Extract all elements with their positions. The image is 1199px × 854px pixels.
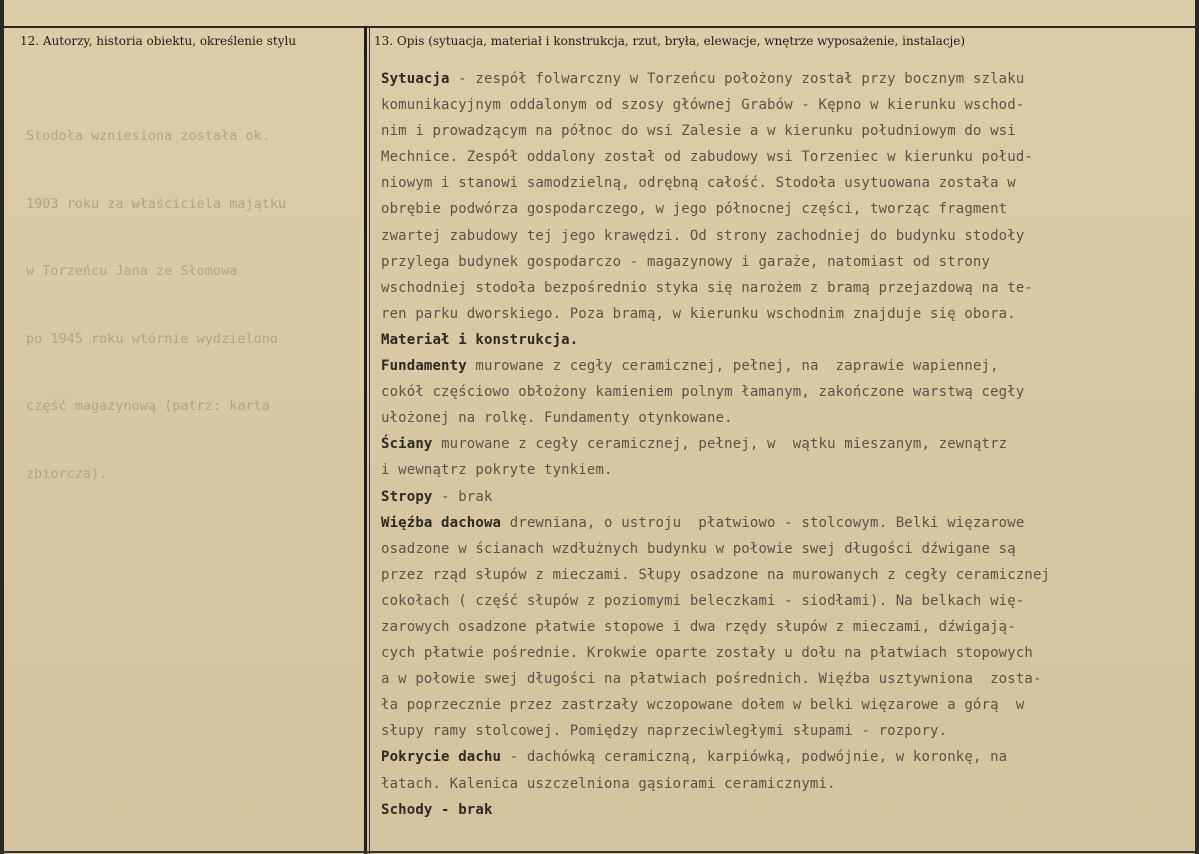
- description-line: [381, 431, 1181, 457]
- column-divider-thin: [369, 26, 370, 854]
- description-line: [381, 484, 1181, 510]
- description-line: [381, 457, 1181, 483]
- description-segment: ła poprzecznie przez zastrzały wczopowane dołem w belki więzarowe a górą w: [381, 697, 1025, 714]
- description-segment: - zespół folwarczny w Torzeńcu położony został przy bocznym szlaku: [449, 71, 1025, 87]
- header-rule: [0, 26, 1199, 28]
- section-label: Pokrycie dachu: [381, 749, 502, 766]
- left-edge: [0, 0, 4, 854]
- description-segment: obrębie podwórza gospodarczego, w jego północnej części, tworząc fragment: [381, 201, 1008, 218]
- description-segment: zarowych osadzone płatwie stopowe i dwa rzędy słupów z mieczami, dźwigają-: [381, 618, 1016, 635]
- description-segment: wschodniej stodoła bezpośrednio styka się narożem z bramą przejazdową na te-: [381, 279, 1033, 296]
- description-line: [381, 301, 1181, 327]
- description-line: [381, 562, 1181, 588]
- description-segment: cokół częściowo obłożony kamieniem polnym łamanym, zakończone warstwą cegły: [381, 384, 1025, 401]
- description-line: [381, 510, 1181, 536]
- description-line: [381, 170, 1181, 196]
- description-segment: ułożonej na rolkę. Fundamenty otynkowane.: [381, 410, 733, 427]
- description-segment: komunikacyjnym oddalonym od szosy głównej Grabów - Kępno w kierunku wschod-: [381, 97, 1025, 114]
- description-line: [381, 353, 1181, 379]
- description-segment: ren parku dworskiego. Poza bramą, w kierunku wschodnim znajduje się obora.: [381, 305, 1016, 322]
- description-line: [381, 405, 1181, 431]
- section-13-heading: 13. Opis (sytuacja, materiał i konstrukcja, rzut, bryła, elewacje, wnętrze wyposażenie, instalacje): [374, 34, 966, 48]
- description-line: [381, 92, 1181, 118]
- section-label: Schody - brak: [381, 801, 493, 818]
- description-segment: a w połowie swej długości na płatwiach pośrednich. Więźba usztywniona zosta-: [381, 671, 1042, 688]
- section-label: Sytuacja: [381, 71, 450, 87]
- description-segment: zwartej zabudowy tej jego krawędzi. Od strony zachodniej do budynku stodoły: [381, 227, 1025, 244]
- description-segment: nim i prowadzącym na północ do wsi Zalesie a w kierunku południowym do wsi: [381, 123, 1016, 140]
- description-line: [381, 379, 1181, 405]
- history-line: po 1945 roku wtórnie wydzielono: [26, 330, 278, 347]
- description-line: [381, 144, 1181, 170]
- description-line: [381, 797, 1181, 823]
- right-edge: [1195, 0, 1199, 854]
- bottom-rule: [0, 851, 1199, 853]
- description-segment: cych płatwie pośrednie. Krokwie oparte zostały u dołu na płatwiach stopowych: [381, 645, 1033, 662]
- description-segment: i wewnątrz pokryte tynkiem.: [381, 462, 613, 479]
- description-line: [381, 536, 1181, 562]
- description-line: [381, 327, 1181, 353]
- section-label: Stropy: [381, 488, 433, 505]
- history-line: 1903 roku za właściciela majątku: [26, 195, 287, 212]
- description-segment: przez rząd słupów z mieczami. Słupy osadzone na murowanych z cegły ceramicznej: [381, 566, 1051, 583]
- description-line: [381, 744, 1181, 770]
- history-line: część magazynową (patrz: karta: [26, 398, 270, 414]
- description-segment: murowane z cegły ceramicznej, pełnej, w wątku mieszanym, zewnątrz: [432, 436, 1008, 453]
- section-label: Więźba dachowa: [381, 514, 502, 531]
- description-line: [381, 640, 1181, 666]
- description-line: [381, 588, 1181, 614]
- history-line: Stodoła wzniesiona została ok.: [26, 128, 270, 144]
- description-segment: łatach. Kalenica uszczelniona gąsiorami ceramicznymi.: [381, 775, 836, 792]
- description-line: [381, 249, 1181, 275]
- description-segment: niowym i stanowi samodzielną, odrębną całość. Stodoła usytuowana została w: [381, 175, 1016, 192]
- description-line: [381, 66, 1181, 92]
- description-line: [381, 692, 1181, 718]
- section-12-heading: 12. Autorzy, historia obiektu, określenie stylu: [20, 34, 297, 48]
- history-line: zbiorcza).: [26, 465, 108, 482]
- description-line: [381, 771, 1181, 797]
- description-segment: drewniana, o ustroju płatwiowo - stolcowym. Belki więzarowe: [501, 514, 1025, 531]
- section-label: Fundamenty: [381, 358, 467, 375]
- column-divider: [364, 26, 367, 854]
- description-text: [381, 66, 1181, 823]
- description-line: [381, 614, 1181, 640]
- description-line: [381, 196, 1181, 222]
- description-segment: Mechnice. Zespół oddalony został od zabudowy wsi Torzeniec w kierunku połud-: [381, 149, 1033, 166]
- description-line: [381, 275, 1181, 301]
- description-segment: osadzone w ścianach wzdłużnych budynku w połowie swej długości dźwigane są: [381, 540, 1016, 557]
- description-segment: murowane z cegły ceramicznej, pełnej, na zaprawie wapiennej,: [466, 358, 999, 375]
- section-label: Materiał i konstrukcja.: [381, 331, 579, 348]
- history-text: [26, 80, 356, 530]
- description-segment: cokołach ( część słupów z poziomymi beleczkami - siodłami). Na belkach wię-: [381, 592, 1025, 609]
- description-line: [381, 118, 1181, 144]
- description-line: [381, 718, 1181, 744]
- description-line: [381, 666, 1181, 692]
- description-segment: przylega budynek gospodarczo - magazynowy i garaże, natomiast od strony: [381, 253, 991, 270]
- description-segment: słupy ramy stolcowej. Pomiędzy naprzeciwległymi słupami - rozpory.: [381, 723, 948, 740]
- description-segment: - dachówką ceramiczną, karpiówką, podwójnie, w koronkę, na: [501, 749, 1008, 766]
- description-line: [381, 223, 1181, 249]
- description-segment: - brak: [432, 488, 493, 505]
- history-line: w Torzeńcu Jana ze Słomowa: [26, 263, 238, 279]
- section-label: Ściany: [381, 436, 433, 453]
